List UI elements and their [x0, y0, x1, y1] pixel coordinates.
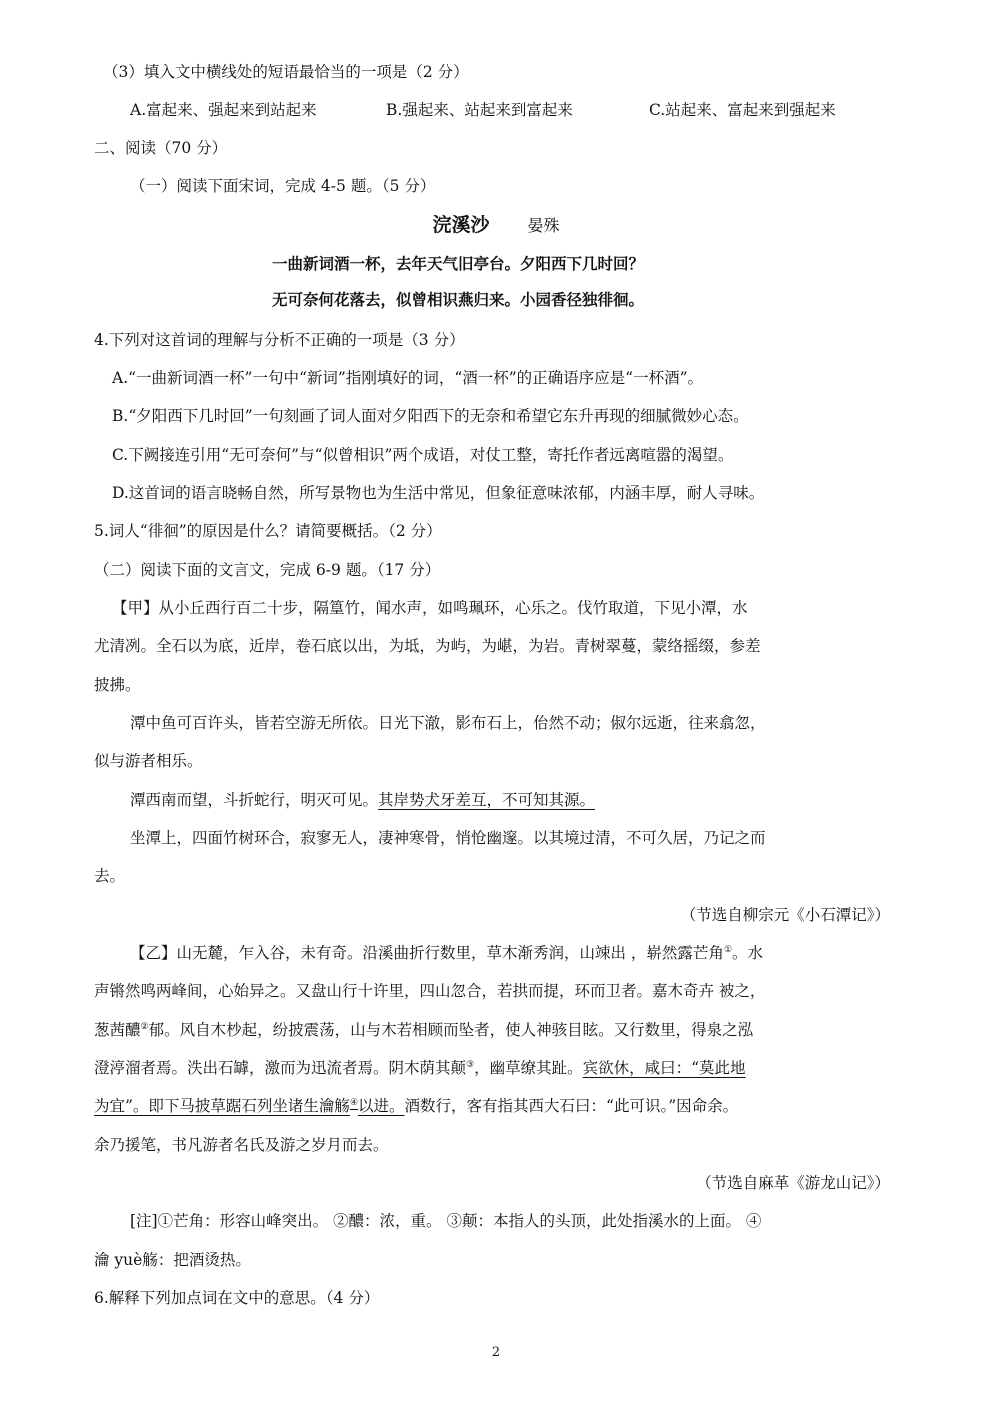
- q3-option-c: C.站起来、富起来到强起来: [649, 101, 836, 119]
- jia-p1-line2: 尤清冽。全石以为底，近岸，卷石底以出，为坻，为屿，为嵁，为岩。青树翠蔓，蒙络摇缀，参差: [94, 637, 761, 655]
- jia-p3: [130, 790, 595, 810]
- q3-option-b: B.强起来、站起来到富起来: [386, 101, 573, 119]
- jia-p3-text: 潭西南而望，斗折蛇行，明灭可见。: [130, 791, 379, 809]
- footnote-marker-1: ①: [723, 945, 733, 955]
- yi-line4-a: 澄渟溜者焉。泆出石罅，激而为迅流者焉。阴木荫其颠: [94, 1059, 467, 1077]
- q4-option-d: D.这首词的语言晓畅自然，所写景物也为生活中常见，但象征意味浓郁，内涵丰厚，耐人寻味。: [112, 484, 765, 502]
- yi-line3-a: 葱茜醲: [94, 1021, 141, 1039]
- yi-line1: [130, 943, 763, 963]
- yi-source: （节选自麻革《游龙山记》）: [696, 1174, 890, 1192]
- jia-p2-line1: 潭中鱼可百许头，皆若空游无所依。日光下澈，影布石上，佁然不动；俶尔远逝，往来翕忽，: [130, 714, 766, 732]
- yi-line6: 余乃援笔，书凡游者名氏及游之岁月而去。: [94, 1136, 389, 1154]
- yi-line4-underlined: 宾欲休，咸曰：“莫此地: [582, 1059, 746, 1077]
- yi-line3: [94, 1020, 753, 1040]
- q6-stem: 6.解释下列加点词在文中的意思。（4 分）: [94, 1289, 380, 1307]
- yi-line2: 声锵然鸣两峰间，心始异之。又盘山行十许里，四山忽合，若拱而提，环而卫者。嘉木奇卉 被之，: [94, 982, 766, 1000]
- yi-line1-b: 。水: [732, 944, 764, 962]
- q4-option-b: B.“夕阳西下几时回”一句刻画了词人面对夕阳西下的无奈和希望它东升再现的细腻微妙心态。: [112, 407, 749, 425]
- poem-line-2: 无可奈何花落去，似曾相识燕归来。小园香径独徘徊。: [272, 290, 645, 309]
- poem-title: 浣溪沙: [432, 214, 490, 236]
- q4-stem: 4.下列对这首词的理解与分析不正确的一项是（3 分）: [94, 331, 465, 349]
- yi-line4: [94, 1058, 746, 1078]
- yi-line1-a: 【乙】山无麓，乍入谷，未有奇。沿溪曲折行数里，草木渐秀润，山竦出 ，崭然露芒角: [130, 944, 724, 962]
- jia-p1-line3: 披拂。: [94, 676, 141, 694]
- notes-line1: [注]①芒角：形容山峰突出。 ②醲：浓，重。 ③颠：本指人的头顶，此处指溪水的上面。 ④: [130, 1212, 762, 1230]
- part1-intro: （一）阅读下面宋词，完成 4-5 题。（5 分）: [130, 177, 436, 195]
- footnote-marker-2: ②: [140, 1022, 149, 1032]
- footnote-marker-3: ③: [466, 1060, 475, 1070]
- yi-line5: [94, 1096, 738, 1116]
- poem-heading: [0, 213, 992, 238]
- jia-p3-underlined: 其岸势犬牙差互，不可知其源。: [378, 791, 596, 809]
- yi-line5-underlined-b: 以进。: [358, 1097, 405, 1115]
- q5-stem: 5.词人“徘徊”的原因是什么？请简要概括。（2 分）: [94, 522, 442, 540]
- q4-option-c: C.下阙接连引用“无可奈何”与“似曾相识”两个成语，对仗工整，寄托作者远离喧嚣的渴望。: [112, 446, 734, 464]
- part2-intro: （二）阅读下面的文言文，完成 6-9 题。（17 分）: [94, 561, 441, 579]
- q3-option-a: A.富起来、强起来到站起来: [130, 101, 317, 119]
- q3-stem: （3）填入文中横线处的短语最恰当的一项是（2 分）: [103, 63, 469, 81]
- jia-p1-line1: 【甲】从小丘西行百二十步，隔篁竹，闻水声，如鸣珮环，心乐之。伐竹取道，下见小潭，水: [112, 599, 748, 617]
- jia-source: （节选自柳宗元《小石潭记》）: [680, 906, 890, 924]
- jia-p4-line2: 去。: [94, 867, 126, 885]
- notes-line2: 瀹 yuè觞：把酒烫热。: [94, 1251, 251, 1269]
- q4-option-a: A.“一曲新词酒一杯”一句中“新词”指刚填好的词，“酒一杯”的正确语序应是“一杯酒”。: [112, 369, 704, 387]
- jia-p4-line1: 坐潭上，四面竹树环合，寂寥无人，凄神寒骨，悄怆幽邃。以其境过清，不可久居，乃记之而: [130, 829, 766, 847]
- jia-p2-line2: 似与游者相乐。: [94, 752, 203, 770]
- yi-line5-underlined-a: 为宜”。即下马披草踞石列坐诸生瀹觞: [94, 1097, 350, 1115]
- poem-author: 晏殊: [527, 216, 560, 235]
- page-number: 2: [491, 1345, 501, 1360]
- yi-line3-b: 郁。风自木杪起，纷披震荡，山与木若相顾而坠者，使人神骇目眩。又行数里，得泉之泓: [148, 1021, 754, 1039]
- yi-line5-rest: 酒数行，客有指其西大石曰：“此可识。”因命余。: [404, 1097, 739, 1115]
- section2-heading: 二、阅读（70 分）: [94, 139, 228, 157]
- poem-line-1: 一曲新词酒一杯，去年天气旧亭台。夕阳西下几时回？: [272, 254, 645, 273]
- yi-line4-b: ，幽草缭其趾。: [474, 1059, 583, 1077]
- footnote-marker-4: ④: [349, 1098, 359, 1108]
